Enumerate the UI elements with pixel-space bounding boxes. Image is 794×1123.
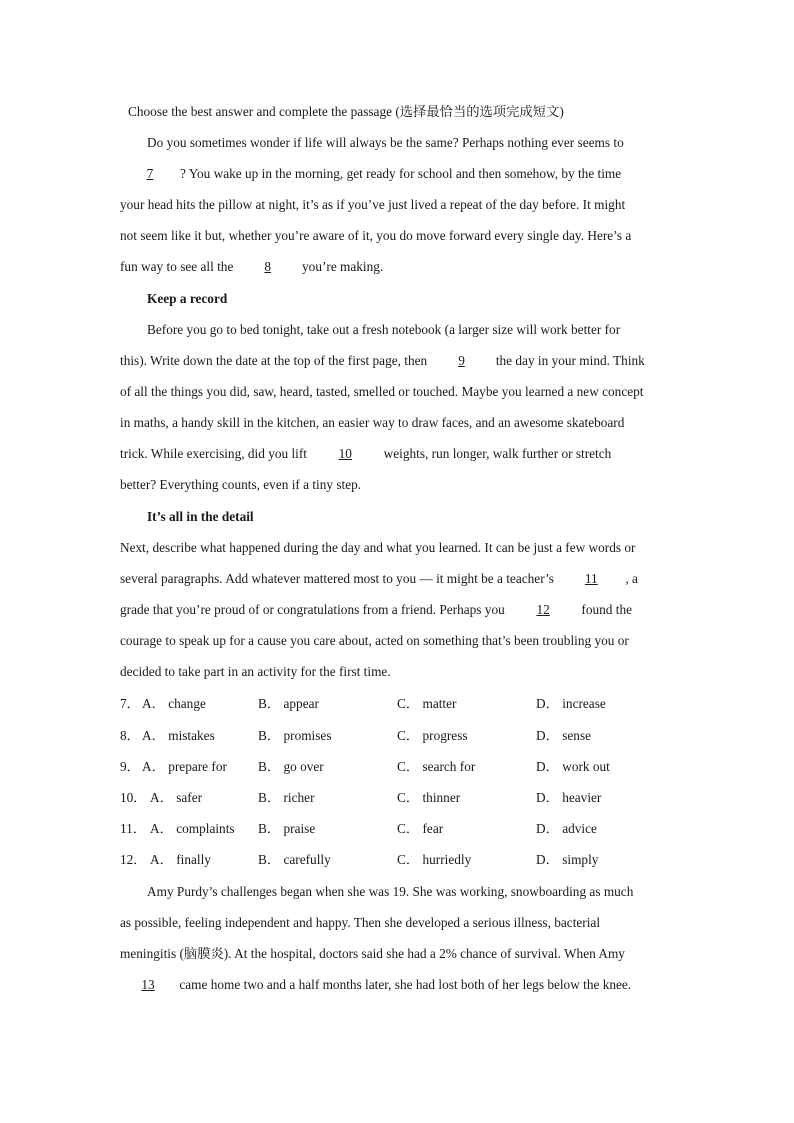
blank-8: 8	[264, 259, 272, 274]
option-b[interactable]: B． promises	[258, 728, 332, 743]
passage1-line: in maths, a handy skill in the kitchen, an easier way to draw faces, and an awesome skateboard	[120, 415, 625, 430]
question-row	[120, 695, 680, 713]
option-d[interactable]: D． heavier	[536, 790, 602, 805]
option-a[interactable]: A． complaints	[150, 821, 235, 836]
passage1-line	[120, 258, 680, 276]
question-number: 8．	[120, 728, 140, 743]
option-c[interactable]: C． search for	[397, 759, 476, 774]
option-d[interactable]: D． increase	[536, 696, 606, 711]
instruction: Choose the best answer and complete the passage (选择最恰当的选项完成短文)	[128, 104, 564, 119]
option-c[interactable]: C． hurriedly	[397, 852, 472, 867]
blank-12: 12	[536, 602, 550, 617]
option-b[interactable]: B． carefully	[258, 852, 331, 867]
option-c[interactable]: C． progress	[397, 728, 468, 743]
question-row	[120, 758, 680, 776]
question-row	[120, 851, 680, 869]
passage1-line	[120, 445, 680, 463]
option-d[interactable]: D． simply	[536, 852, 599, 867]
passage1-text: found the	[581, 602, 633, 617]
passage1-text: weights, run longer, walk further or stretch	[383, 446, 612, 461]
passage1-line: decided to take part in an activity for the first time.	[120, 664, 391, 679]
question-row	[120, 820, 680, 838]
passage1-line: your head hits the pillow at night, it’s as if you’ve just lived a repeat of the day before. It might	[120, 197, 626, 212]
passage1-line	[120, 165, 680, 183]
passage1-text: several paragraphs. Add whatever mattered most to you — it might be a teacher’s	[120, 571, 554, 586]
section-heading: It’s all in the detail	[147, 509, 254, 524]
question-number: 10．	[120, 790, 147, 805]
passage2-line: Amy Purdy’s challenges began when she was 19. She was working, snowboarding as much	[147, 884, 634, 899]
blank-13: 13	[141, 977, 155, 992]
option-c[interactable]: C． matter	[397, 696, 457, 711]
passage1-text: grade that you’re proud of or congratulations from a friend. Perhaps you	[120, 602, 505, 617]
option-a[interactable]: A． mistakes	[142, 728, 215, 743]
blank-7: 7	[146, 166, 154, 181]
passage2-line	[120, 976, 680, 994]
question-row	[120, 727, 680, 745]
passage1-line: Before you go to bed tonight, take out a fresh notebook (a larger size will work better for	[147, 322, 621, 337]
option-a[interactable]: A． finally	[150, 852, 211, 867]
blank-9: 9	[458, 353, 465, 368]
option-a[interactable]: A． safer	[150, 790, 203, 805]
question-number: 7．	[120, 696, 140, 711]
option-c[interactable]: C． fear	[397, 821, 444, 836]
question-row	[120, 789, 680, 807]
passage2-line: meningitis (脑膜炎). At the hospital, doctors said she had a 2% chance of survival. When Amy	[120, 946, 625, 961]
option-b[interactable]: B． appear	[258, 696, 319, 711]
passage1-line	[120, 352, 680, 370]
option-c[interactable]: C． thinner	[397, 790, 461, 805]
passage1-line: better? Everything counts, even if a tiny step.	[120, 477, 362, 492]
option-d[interactable]: D． work out	[536, 759, 610, 774]
passage1-line: not seem like it but, whether you’re aware of it, you do move forward every single day. Here’s a	[120, 228, 632, 243]
option-b[interactable]: B． praise	[258, 821, 316, 836]
passage1-line: of all the things you did, saw, heard, tasted, smelled or touched. Maybe you learned a new concept	[120, 384, 644, 399]
option-a[interactable]: A． prepare for	[142, 759, 227, 774]
section-heading: Keep a record	[147, 291, 228, 306]
option-b[interactable]: B． go over	[258, 759, 324, 774]
passage1-text: this). Write down the date at the top of the first page, then	[120, 353, 428, 368]
question-number: 11．	[120, 821, 147, 836]
option-d[interactable]: D． sense	[536, 728, 592, 743]
passage1-line: Next, describe what happened during the day and what you learned. It can be just a few words or	[120, 540, 636, 555]
passage1-text: you’re making.	[302, 259, 384, 274]
passage1-line: Do you sometimes wonder if life will always be the same? Perhaps nothing ever seems to	[147, 135, 624, 150]
passage1-line: courage to speak up for a cause you care about, acted on something that’s been troubling you or	[120, 633, 629, 648]
passage1-line	[120, 570, 680, 588]
option-d[interactable]: D． advice	[536, 821, 597, 836]
passage1-text: ? You wake up in the morning, get ready for school and then somehow, by the time	[180, 166, 622, 181]
blank-11: 11	[584, 571, 598, 586]
option-b[interactable]: B． richer	[258, 790, 315, 805]
passage1-text: the day in your mind. Think	[495, 353, 645, 368]
passage1-text: fun way to see all the	[120, 259, 234, 274]
passage2-line: as possible, feeling independent and happy. Then she developed a serious illness, bacterial	[120, 915, 601, 930]
option-a[interactable]: A． change	[142, 696, 206, 711]
passage2-text: came home two and a half months later, she had lost both of her legs below the knee.	[179, 977, 632, 992]
question-number: 9．	[120, 759, 140, 774]
passage1-text: , a	[625, 571, 638, 586]
passage1-line	[120, 601, 680, 619]
blank-10: 10	[338, 446, 352, 461]
passage1-text: trick. While exercising, did you lift	[120, 446, 307, 461]
question-number: 12．	[120, 852, 147, 867]
